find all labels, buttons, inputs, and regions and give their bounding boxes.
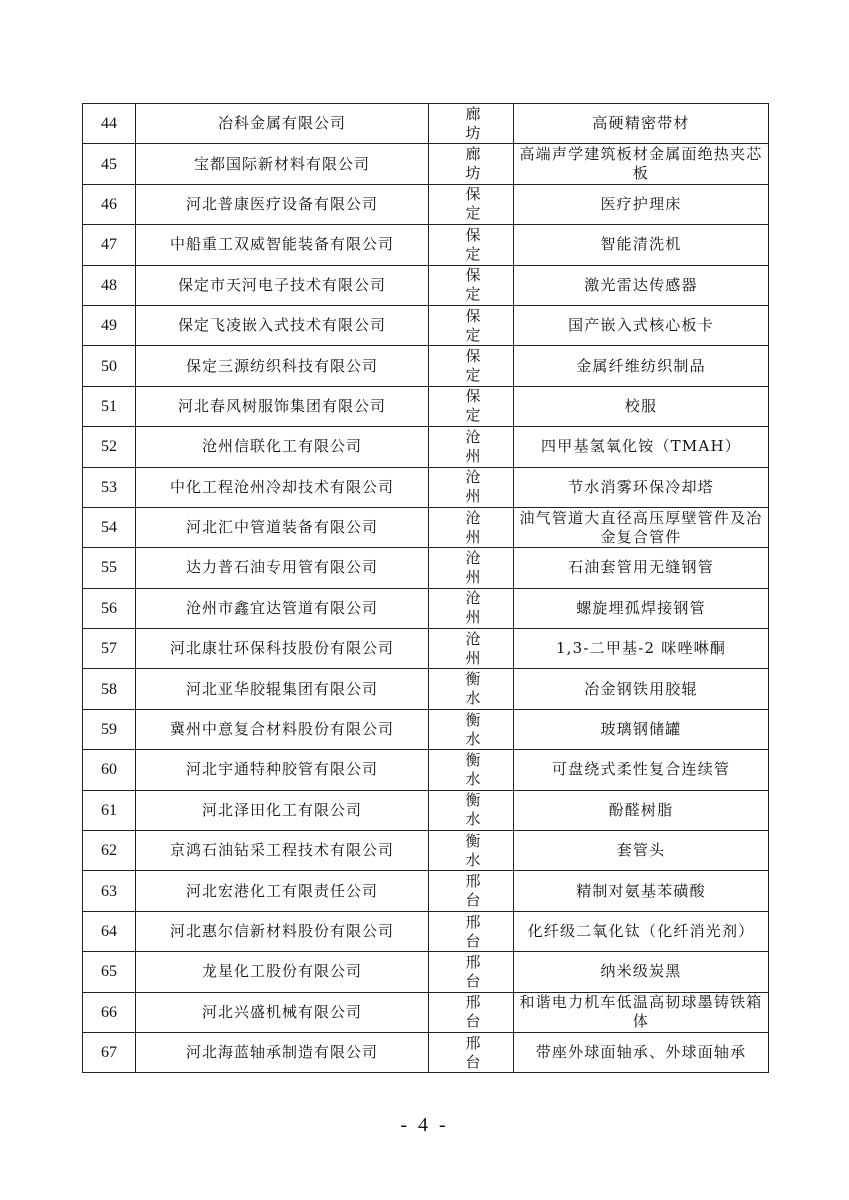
product-cell: 高硬精密带材	[514, 104, 769, 144]
city-cell: 保定	[429, 346, 514, 386]
page-number: - 4 -	[400, 1114, 449, 1136]
city-cell: 廊坊	[429, 144, 514, 184]
row-number-cell: 67	[83, 1032, 136, 1072]
product-cell: 国产嵌入式核心板卡	[514, 305, 769, 345]
company-product-table	[82, 103, 769, 1073]
city-cell: 衡水	[429, 709, 514, 749]
table-row	[83, 144, 769, 184]
company-name-cell: 河北普康医疗设备有限公司	[136, 184, 429, 224]
table-row	[83, 588, 769, 628]
table-row	[83, 265, 769, 305]
company-name-cell: 达力普石油专用管有限公司	[136, 548, 429, 588]
table-row	[83, 305, 769, 345]
table-row	[83, 952, 769, 992]
row-number-cell: 57	[83, 629, 136, 669]
product-cell: 四甲基氢氧化铵（TMAH）	[514, 427, 769, 467]
city-cell: 沧州	[429, 588, 514, 628]
product-cell: 纳米级炭黑	[514, 952, 769, 992]
table-row	[83, 709, 769, 749]
product-cell: 酚醛树脂	[514, 790, 769, 830]
city-cell: 邢台	[429, 1032, 514, 1072]
city-cell: 保定	[429, 225, 514, 265]
row-number-cell: 52	[83, 427, 136, 467]
company-name-cell: 冶科金属有限公司	[136, 104, 429, 144]
product-cell: 螺旋埋孤焊接钢管	[514, 588, 769, 628]
company-name-cell: 河北宏港化工有限责任公司	[136, 871, 429, 911]
company-name-cell: 河北海蓝轴承制造有限公司	[136, 1032, 429, 1072]
product-cell: 激光雷达传感器	[514, 265, 769, 305]
company-name-cell: 河北汇中管道装备有限公司	[136, 507, 429, 547]
row-number-cell: 55	[83, 548, 136, 588]
row-number-cell: 50	[83, 346, 136, 386]
product-cell: 化纤级二氧化钛（化纤消光剂）	[514, 911, 769, 951]
table-row	[83, 104, 769, 144]
product-cell: 智能清洗机	[514, 225, 769, 265]
city-cell: 沧州	[429, 548, 514, 588]
table-row	[83, 507, 769, 547]
table-body	[83, 104, 769, 1073]
row-number-cell: 58	[83, 669, 136, 709]
city-cell: 衡水	[429, 831, 514, 871]
company-name-cell: 保定市天河电子技术有限公司	[136, 265, 429, 305]
city-cell: 保定	[429, 386, 514, 426]
row-number-cell: 54	[83, 507, 136, 547]
table-row	[83, 225, 769, 265]
product-cell: 套管头	[514, 831, 769, 871]
table-row	[83, 467, 769, 507]
city-cell: 衡水	[429, 669, 514, 709]
company-name-cell: 龙星化工股份有限公司	[136, 952, 429, 992]
product-cell: 玻璃钢储罐	[514, 709, 769, 749]
city-cell: 保定	[429, 305, 514, 345]
city-cell: 保定	[429, 184, 514, 224]
row-number-cell: 46	[83, 184, 136, 224]
city-cell: 沧州	[429, 427, 514, 467]
company-name-cell: 河北亚华胶辊集团有限公司	[136, 669, 429, 709]
company-name-cell: 沧州信联化工有限公司	[136, 427, 429, 467]
city-cell: 邢台	[429, 871, 514, 911]
company-name-cell: 河北康壮环保科技股份有限公司	[136, 629, 429, 669]
city-cell: 保定	[429, 265, 514, 305]
row-number-cell: 59	[83, 709, 136, 749]
row-number-cell: 56	[83, 588, 136, 628]
product-cell: 校服	[514, 386, 769, 426]
row-number-cell: 63	[83, 871, 136, 911]
company-name-cell: 河北惠尔信新材料股份有限公司	[136, 911, 429, 951]
table-row	[83, 911, 769, 951]
row-number-cell: 60	[83, 750, 136, 790]
city-cell: 邢台	[429, 952, 514, 992]
city-cell: 沧州	[429, 507, 514, 547]
table-row	[83, 992, 769, 1032]
row-number-cell: 47	[83, 225, 136, 265]
row-number-cell: 49	[83, 305, 136, 345]
table-row	[83, 629, 769, 669]
table-row	[83, 669, 769, 709]
table-row	[83, 831, 769, 871]
city-cell: 衡水	[429, 750, 514, 790]
city-cell: 沧州	[429, 629, 514, 669]
company-name-cell: 保定飞凌嵌入式技术有限公司	[136, 305, 429, 345]
company-name-cell: 冀州中意复合材料股份有限公司	[136, 709, 429, 749]
table-row	[83, 386, 769, 426]
row-number-cell: 62	[83, 831, 136, 871]
table-row	[83, 871, 769, 911]
product-cell: 带座外球面轴承、外球面轴承	[514, 1032, 769, 1072]
product-cell: 冶金钢铁用胶辊	[514, 669, 769, 709]
product-cell: 石油套管用无缝钢管	[514, 548, 769, 588]
table-row	[83, 548, 769, 588]
table-row	[83, 184, 769, 224]
city-cell: 邢台	[429, 992, 514, 1032]
company-name-cell: 河北宇通特种胶管有限公司	[136, 750, 429, 790]
product-cell: 可盘绕式柔性复合连续管	[514, 750, 769, 790]
row-number-cell: 48	[83, 265, 136, 305]
company-name-cell: 宝都国际新材料有限公司	[136, 144, 429, 184]
product-cell: 节水消雾环保冷却塔	[514, 467, 769, 507]
company-name-cell: 中船重工双威智能装备有限公司	[136, 225, 429, 265]
city-cell: 廊坊	[429, 104, 514, 144]
product-cell: 高端声学建筑板材金属面绝热夹芯板	[514, 144, 769, 184]
row-number-cell: 45	[83, 144, 136, 184]
row-number-cell: 44	[83, 104, 136, 144]
company-name-cell: 河北春风树服饰集团有限公司	[136, 386, 429, 426]
city-cell: 衡水	[429, 790, 514, 830]
city-cell: 沧州	[429, 467, 514, 507]
table-row	[83, 790, 769, 830]
row-number-cell: 53	[83, 467, 136, 507]
company-name-cell: 京鸿石油钻采工程技术有限公司	[136, 831, 429, 871]
row-number-cell: 64	[83, 911, 136, 951]
product-cell: 1,3-二甲基-2 咪唑啉酮	[514, 629, 769, 669]
product-cell: 金属纤维纺织制品	[514, 346, 769, 386]
row-number-cell: 61	[83, 790, 136, 830]
row-number-cell: 65	[83, 952, 136, 992]
product-cell: 和谐电力机车低温高韧球墨铸铁箱体	[514, 992, 769, 1032]
company-name-cell: 中化工程沧州冷却技术有限公司	[136, 467, 429, 507]
table-row	[83, 750, 769, 790]
table-row	[83, 1032, 769, 1072]
row-number-cell: 51	[83, 386, 136, 426]
table-row	[83, 346, 769, 386]
product-cell: 精制对氨基苯磺酸	[514, 871, 769, 911]
table-row	[83, 427, 769, 467]
row-number-cell: 66	[83, 992, 136, 1032]
city-cell: 邢台	[429, 911, 514, 951]
company-name-cell: 保定三源纺织科技有限公司	[136, 346, 429, 386]
company-name-cell: 沧州市鑫宜达管道有限公司	[136, 588, 429, 628]
product-cell: 油气管道大直径高压厚壁管件及冶金复合管件	[514, 507, 769, 547]
product-cell: 医疗护理床	[514, 184, 769, 224]
company-name-cell: 河北泽田化工有限公司	[136, 790, 429, 830]
company-name-cell: 河北兴盛机械有限公司	[136, 992, 429, 1032]
